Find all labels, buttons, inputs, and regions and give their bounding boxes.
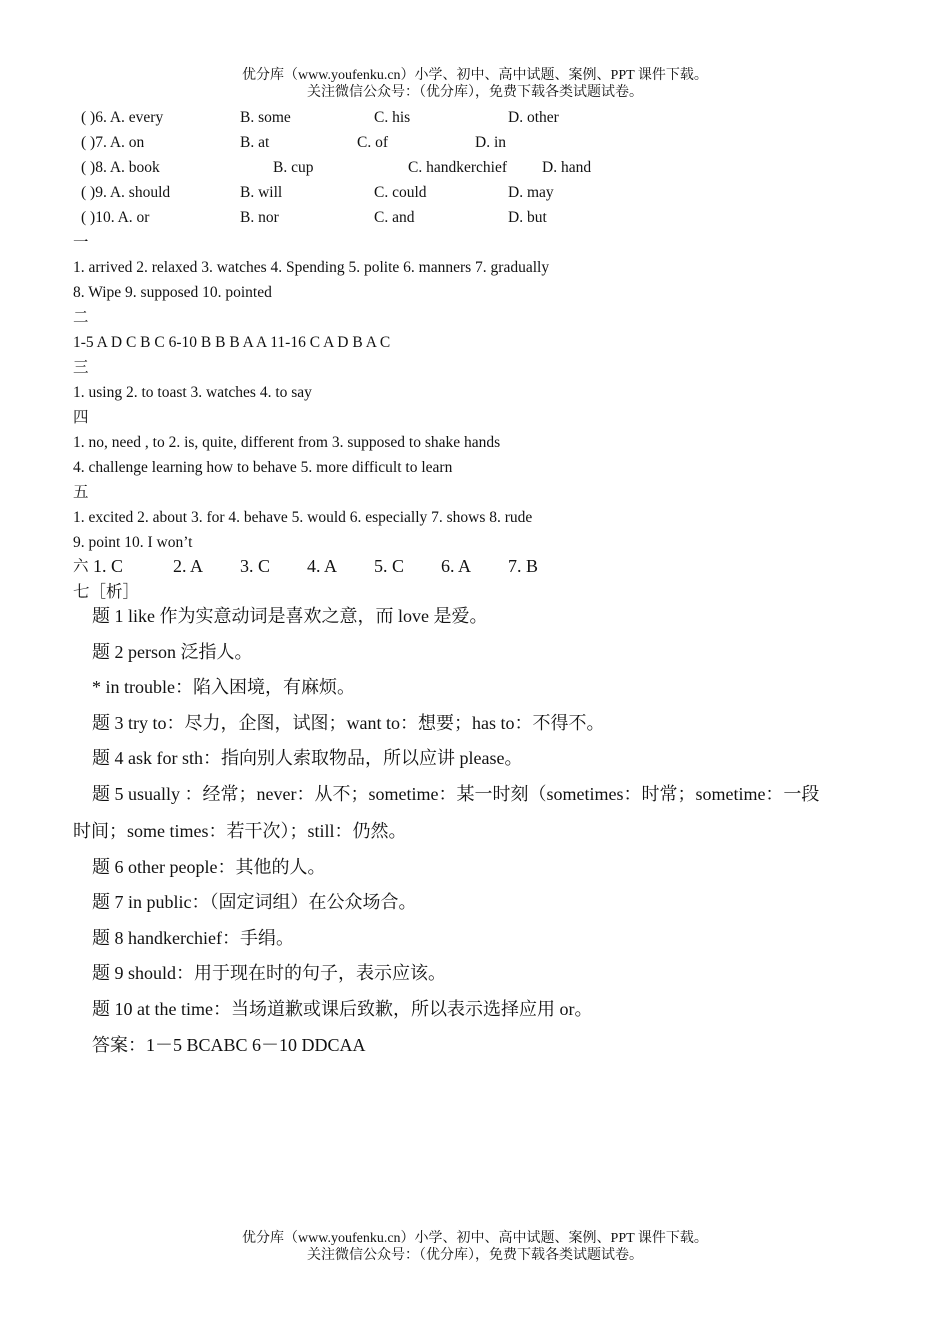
choice-option-c: C. and bbox=[374, 209, 415, 226]
choice-option-d: D. but bbox=[508, 209, 547, 226]
choice-option-d: D. hand bbox=[542, 159, 592, 176]
choice-option-d: D. other bbox=[508, 109, 559, 126]
explanation-line: 题 9 should：用于现在时的句子，表示应该。 bbox=[92, 963, 447, 983]
section-5-line-1: 1. excited 2. about 3. for 4. behave 5. would 6. especially 7. shows 8. rude bbox=[73, 509, 533, 526]
section-5-title: 五 bbox=[73, 484, 89, 501]
choice-option-b: B. will bbox=[240, 184, 283, 201]
section-4-title: 四 bbox=[73, 409, 89, 426]
section-4-line-2: 4. challenge learning how to behave 5. more difficult to learn bbox=[73, 459, 453, 476]
explanation-line: 题 10 at the time：当场道歉或课后致歉，所以表示选择应用 or。 bbox=[92, 999, 593, 1019]
footer-line-1: 优分库（www.youfenku.cn）小学、初中、高中试题、案例、PPT 课件下载。 bbox=[242, 1231, 708, 1246]
choice-option-c: C. could bbox=[374, 184, 427, 201]
choice-option-a: ( )6. A. every bbox=[81, 109, 164, 126]
section-1-line-1: 1. arrived 2. relaxed 3. watches 4. Spending 5. polite 6. manners 7. gradually bbox=[73, 259, 550, 276]
answer-item: 4. A bbox=[307, 556, 338, 576]
explanation-line: 题 1 like 作为实意动词是喜欢之意，而 love 是爱。 bbox=[92, 606, 488, 626]
section-1-title: 一 bbox=[73, 234, 89, 251]
choice-option-c: C. of bbox=[357, 134, 388, 151]
explanation-line: 题 3 try to：尽力，企图，试图；want to：想要；has to：不得不。 bbox=[92, 713, 605, 733]
explanation-line: 题 6 other people：其他的人。 bbox=[92, 857, 326, 877]
explanation-line: 题 4 ask for sth：指向别人索取物品，所以应讲 please。 bbox=[92, 748, 523, 768]
choice-option-c: C. handkerchief bbox=[408, 159, 507, 176]
choice-option-b: B. cup bbox=[273, 159, 314, 176]
choice-option-a: ( )9. A. should bbox=[81, 184, 171, 201]
section-6-title: 六 bbox=[73, 558, 89, 575]
header-line-1: 优分库（www.youfenku.cn）小学、初中、高中试题、案例、PPT 课件下载。 bbox=[242, 68, 708, 83]
answer-item: 5. C bbox=[374, 556, 405, 576]
choice-option-a: ( )10. A. or bbox=[81, 209, 150, 226]
answer-item: 7. B bbox=[508, 556, 539, 576]
section-5-line-2: 9. point 10. I won’t bbox=[73, 534, 193, 551]
section-3-title: 三 bbox=[73, 359, 89, 376]
page-footer bbox=[0, 1230, 950, 1264]
answer-item: 3. C bbox=[240, 556, 271, 576]
choice-option-a: ( )8. A. book bbox=[81, 159, 160, 176]
footer-line-2: 关注微信公众号：（优分库），免费下载各类试题试卷。 bbox=[307, 1248, 643, 1263]
explanation-line: 题 7 in public：（固定词组）在公众场合。 bbox=[92, 892, 417, 912]
choice-option-b: B. some bbox=[240, 109, 291, 126]
explanation-line: 题 2 person 泛指人。 bbox=[92, 642, 253, 662]
explanation-line: 时间；some times：若干次）；still：仍然。 bbox=[73, 821, 407, 841]
section-3-line-1: 1. using 2. to toast 3. watches 4. to say bbox=[73, 384, 312, 401]
explanation-line: * in trouble：陷入困境，有麻烦。 bbox=[92, 677, 355, 697]
final-answer-line: 答案：1－5 BCABC 6－10 DDCAA bbox=[92, 1035, 366, 1055]
explanation-line: 题 8 handkerchief：手绢。 bbox=[92, 928, 294, 948]
explanation-line: 题 5 usually ：经常；never：从不；sometime：某一时刻（sometimes：时常；sometime：一段 bbox=[92, 784, 820, 804]
section-1-line-2: 8. Wipe 9. supposed 10. pointed bbox=[73, 284, 272, 301]
answer-item: 6. A bbox=[441, 556, 472, 576]
section-2-title: 二 bbox=[73, 309, 89, 326]
choice-option-b: B. nor bbox=[240, 209, 279, 226]
header-line-2: 关注微信公众号：（优分库），免费下载各类试题试卷。 bbox=[307, 85, 643, 100]
section-7-title: 七［析］ bbox=[73, 582, 139, 601]
answer-item: 2. A bbox=[173, 556, 204, 576]
choice-option-a: ( )7. A. on bbox=[81, 134, 145, 151]
choice-option-b: B. at bbox=[240, 134, 270, 151]
answer-item: 1. C bbox=[93, 556, 124, 576]
page-header bbox=[0, 67, 950, 101]
choice-option-c: C. his bbox=[374, 109, 411, 126]
choice-option-d: D. may bbox=[508, 184, 554, 201]
section-4-line-1: 1. no, need , to 2. is, quite, different from 3. supposed to shake hands bbox=[73, 434, 501, 451]
section-2-line-1: 1-5 A D C B C 6-10 B B B A A 11-16 C A D B A C bbox=[73, 334, 391, 351]
choice-option-d: D. in bbox=[475, 134, 506, 151]
